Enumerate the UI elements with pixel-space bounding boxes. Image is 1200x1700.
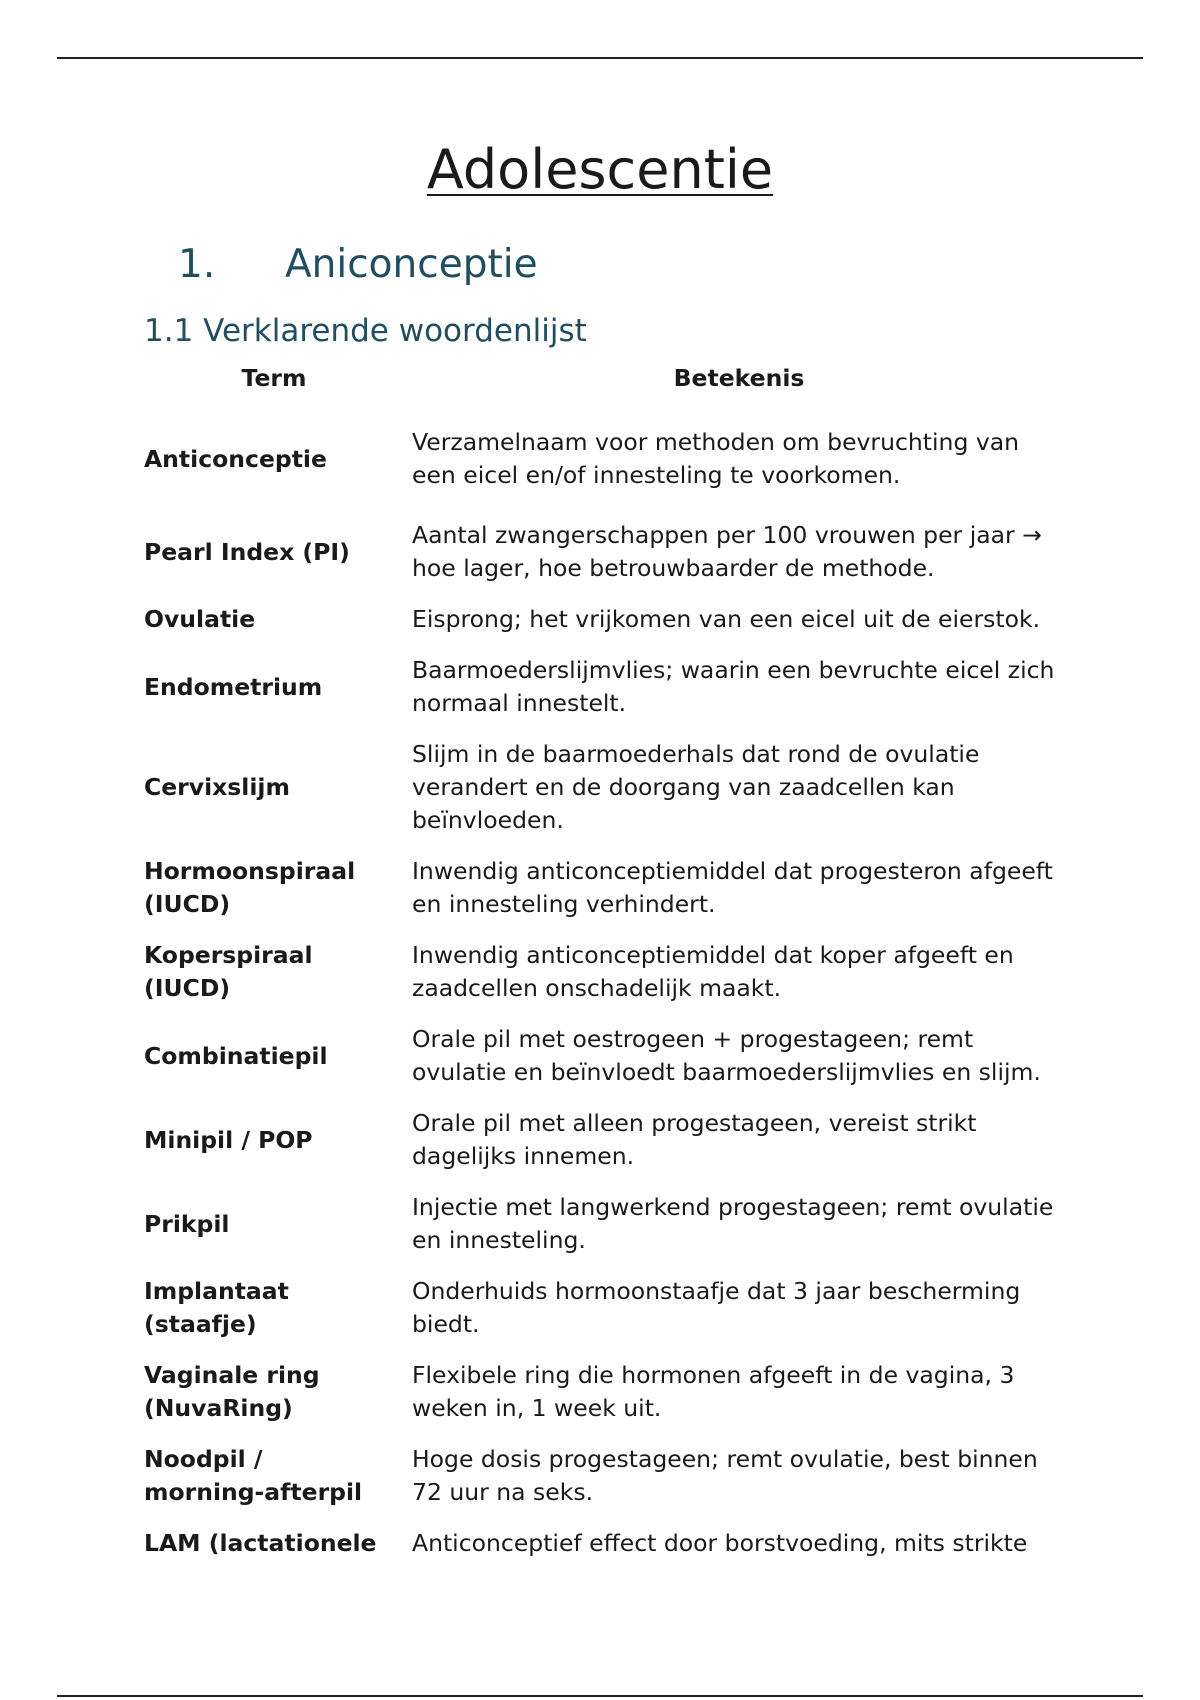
term-line: Vaginale ring [144, 1361, 320, 1389]
table-row [136, 1434, 1066, 1518]
meaning-cell: Onderhuids hormoonstaafje dat 3 jaar bescherming biedt. [412, 1277, 1021, 1338]
term-cell: Cervixslijm [144, 773, 290, 801]
meaning-cell: Hoge dosis progestageen; remt ovulatie, best binnen 72 uur na seks. [412, 1445, 1038, 1506]
table-row [136, 729, 1066, 846]
section-number: 1. [178, 242, 216, 287]
term-line: (IUCD) [144, 890, 231, 918]
term-cell [136, 1434, 412, 1518]
term-cell: Anticonceptie [144, 444, 327, 473]
table-row [136, 1350, 1066, 1434]
term-line: Koperspiraal [144, 941, 313, 969]
meaning-cell: Aantal zwangerschappen per 100 vrouwen per jaar → hoe lager, hoe betrouwbaarder de methode. [412, 521, 1042, 582]
meaning-cell: Inwendig anticonceptiemiddel dat progesteron afgeeft en innesteling verhindert. [412, 857, 1053, 918]
term-cell: LAM (lactationele [144, 1529, 377, 1557]
term-column-header: Term [241, 364, 307, 392]
term-line: morning-afterpil [144, 1478, 363, 1506]
meaning-cell: Slijm in de baarmoederhals dat rond de ovulatie verandert en de doorgang van zaadcellen kan beïnvloeden. [412, 740, 980, 834]
meaning-cell: Eisprong; het vrijkomen van een eicel uit de eierstok. [412, 605, 1041, 633]
glossary-header-row [136, 362, 1066, 408]
term-cell [136, 1266, 412, 1350]
term-line: Implantaat [144, 1277, 289, 1305]
meaning-cell: Anticonceptief effect door borstvoeding, mits strikte [412, 1529, 1028, 1557]
term-line: Hormoonspiraal [144, 857, 356, 885]
term-cell: Combinatiepil [144, 1041, 328, 1070]
section-heading [178, 244, 538, 287]
term-cell: Ovulatie [144, 605, 256, 633]
meaning-cell: Orale pil met alleen progestageen, vereist strikt dagelijks innemen. [412, 1109, 977, 1170]
meaning-cell: Verzamelnaam voor methoden om bevruchting van een eicel en/of innesteling te voorkomen. [412, 428, 1020, 489]
table-row [136, 408, 1066, 510]
table-row [136, 1098, 1066, 1182]
term-line: (IUCD) [144, 974, 231, 1002]
term-cell [136, 1350, 412, 1434]
term-cell: Pearl Index (PI) [144, 537, 350, 566]
term-line: (NuvaRing) [144, 1394, 293, 1422]
term-cell: Prikpil [144, 1209, 230, 1238]
term-line: Noodpil / [144, 1445, 263, 1473]
table-row [136, 510, 1066, 594]
footer-rule [57, 1695, 1143, 1697]
table-row [136, 846, 1066, 930]
term-cell: Minipil / POP [144, 1125, 313, 1154]
table-row [136, 594, 1066, 645]
table-row [136, 1014, 1066, 1098]
document-title [0, 140, 1200, 199]
table-row [136, 1518, 1066, 1569]
term-cell: Endometrium [144, 672, 323, 701]
meaning-cell: Orale pil met oestrogeen + progestageen; remt ovulatie en beïnvloedt baarmoederslijmvlies en slijm. [412, 1025, 1041, 1086]
glossary-table [136, 362, 1066, 1569]
table-row [136, 930, 1066, 1014]
table-row [136, 645, 1066, 729]
subsection-heading: 1.1 Verklarende woordenlijst [144, 313, 587, 349]
meaning-cell: Baarmoederslijmvlies; waarin een bevruchte eicel zich normaal innestelt. [412, 656, 1055, 717]
meaning-cell: Inwendig anticonceptiemiddel dat koper afgeeft en zaadcellen onschadelijk maakt. [412, 941, 1014, 1002]
table-row [136, 1182, 1066, 1266]
term-cell [136, 846, 412, 930]
table-row [136, 1266, 1066, 1350]
document-title-text: Adolescentie [426, 138, 774, 201]
meaning-cell: Injectie met langwerkend progestageen; remt ovulatie en innesteling. [412, 1193, 1054, 1254]
term-line: (staafje) [144, 1310, 257, 1338]
meaning-column-header: Betekenis [673, 364, 805, 392]
section-title: Aniconceptie [285, 242, 538, 287]
header-rule [57, 57, 1143, 59]
term-cell [136, 930, 412, 1014]
meaning-cell: Flexibele ring die hormonen afgeeft in de vagina, 3 weken in, 1 week uit. [412, 1361, 1015, 1422]
